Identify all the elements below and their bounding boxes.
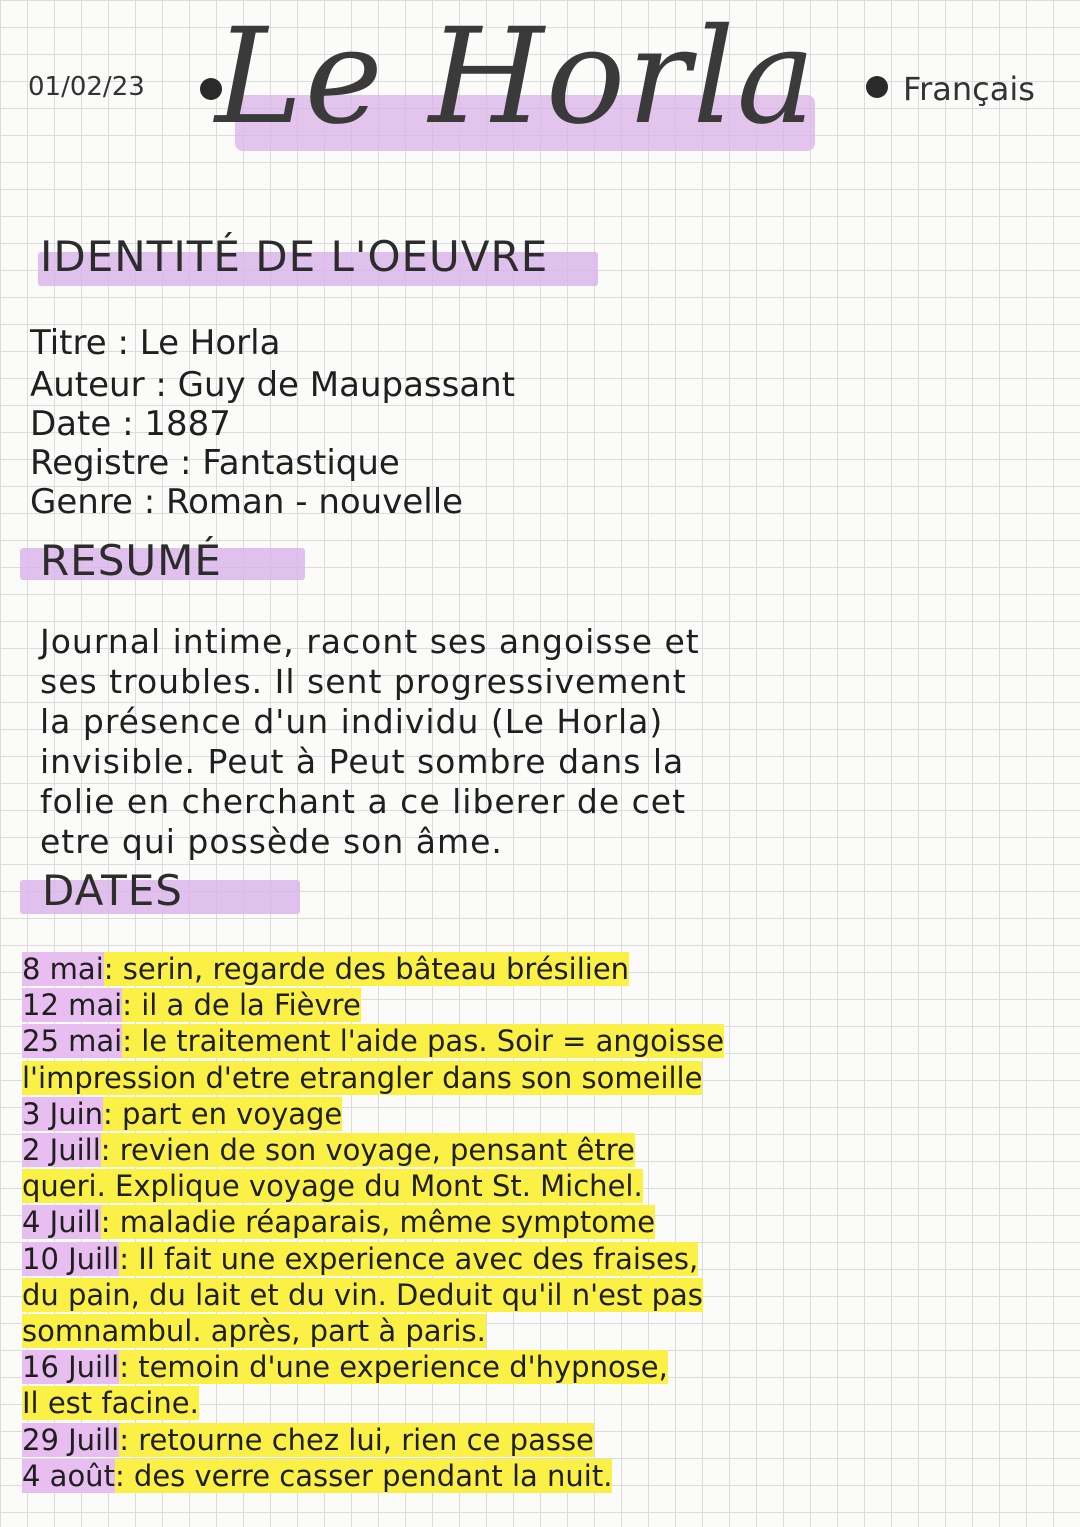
- date-entry: [22, 988, 361, 1022]
- resume-line: invisible. Peut à Peut sombre dans la: [40, 742, 685, 781]
- note-date: 01/02/23: [28, 72, 145, 102]
- identite-line-genre: Genre : Roman - nouvelle: [30, 482, 464, 522]
- date-label: 3 Juin: [22, 1096, 104, 1131]
- resume-line: etre qui possède son âme.: [40, 822, 503, 861]
- identite-line-date: Date : 1887: [30, 404, 231, 444]
- date-label: 8 mai: [22, 952, 104, 986]
- date-label: 10 Juill: [22, 1241, 120, 1276]
- date-entry: [22, 1242, 698, 1276]
- date-entry: [22, 1386, 199, 1420]
- resume-line: ses troubles. Il sent progressivement: [40, 662, 687, 701]
- date-label: 12 mai: [22, 988, 123, 1023]
- resume-line: folie en cherchant a ce liberer de cet: [40, 782, 687, 821]
- punch-hole-right: [866, 76, 888, 98]
- date-label: 25 mai: [22, 1024, 123, 1059]
- date-label: 2 Juill: [22, 1133, 101, 1167]
- date-label: 29 Juill: [22, 1422, 120, 1457]
- date-entry: [22, 1314, 486, 1348]
- date-label: 4 août: [22, 1458, 115, 1493]
- page-title: Le Horla: [215, 0, 818, 154]
- date-entry: [22, 1133, 635, 1167]
- date-entry: [22, 1024, 724, 1058]
- date-text: du pain, du lait et du vin. Deduit qu'il n'est pas: [22, 1277, 703, 1312]
- date-entry: [22, 952, 629, 986]
- date-label: 4 Juill: [22, 1205, 101, 1240]
- resume-line: Journal intime, racont ses angoisse et: [40, 622, 700, 661]
- resume-line: la présence d'un individu (Le Horla): [40, 702, 664, 741]
- date-entry: [22, 1097, 342, 1131]
- date-text: : maladie réaparais, même symptome: [100, 1205, 656, 1240]
- date-text: : Il fait une experience avec des fraises,: [119, 1241, 699, 1276]
- identite-line-auteur: Auteur : Guy de Maupassant: [30, 365, 516, 405]
- identite-line-registre: Registre : Fantastique: [30, 443, 400, 483]
- date-text: : il a de la Fièvre: [122, 988, 361, 1023]
- date-text: : revien de son voyage, pensant être: [100, 1133, 635, 1167]
- date-text: : le traitement l'aide pas. Soir = angoisse: [122, 1024, 725, 1059]
- date-entry: [22, 1061, 702, 1095]
- date-entry: [22, 1205, 655, 1239]
- date-text: : retourne chez lui, rien ce passe: [119, 1422, 594, 1457]
- date-entry: [22, 1278, 703, 1312]
- subject-label: Français: [903, 70, 1035, 108]
- date-entry: [22, 1423, 594, 1457]
- date-text: Il est facine.: [22, 1386, 199, 1421]
- date-text: queri. Explique voyage du Mont St. Michel.: [22, 1169, 643, 1204]
- date-text: : temoin d'une experience d'hypnose,: [119, 1350, 668, 1385]
- date-entry: [22, 1169, 643, 1203]
- date-text: : part en voyage: [103, 1096, 343, 1131]
- identite-heading: IDENTITÉ DE L'OEUVRE: [40, 232, 549, 281]
- dates-heading: DATES: [42, 866, 183, 915]
- date-entry: [22, 1459, 612, 1493]
- resume-heading: RESUMÉ: [40, 536, 222, 585]
- date-label: 16 Juill: [22, 1350, 120, 1385]
- date-entry: [22, 1350, 668, 1384]
- date-text: somnambul. après, part à paris.: [22, 1314, 486, 1348]
- date-text: : serin, regarde des bâteau brésilien: [103, 952, 630, 986]
- date-text: l'impression d'etre etrangler dans son someille: [22, 1060, 703, 1095]
- identite-line-titre: Titre : Le Horla: [30, 323, 281, 363]
- date-text: : des verre casser pendant la nuit.: [114, 1458, 613, 1493]
